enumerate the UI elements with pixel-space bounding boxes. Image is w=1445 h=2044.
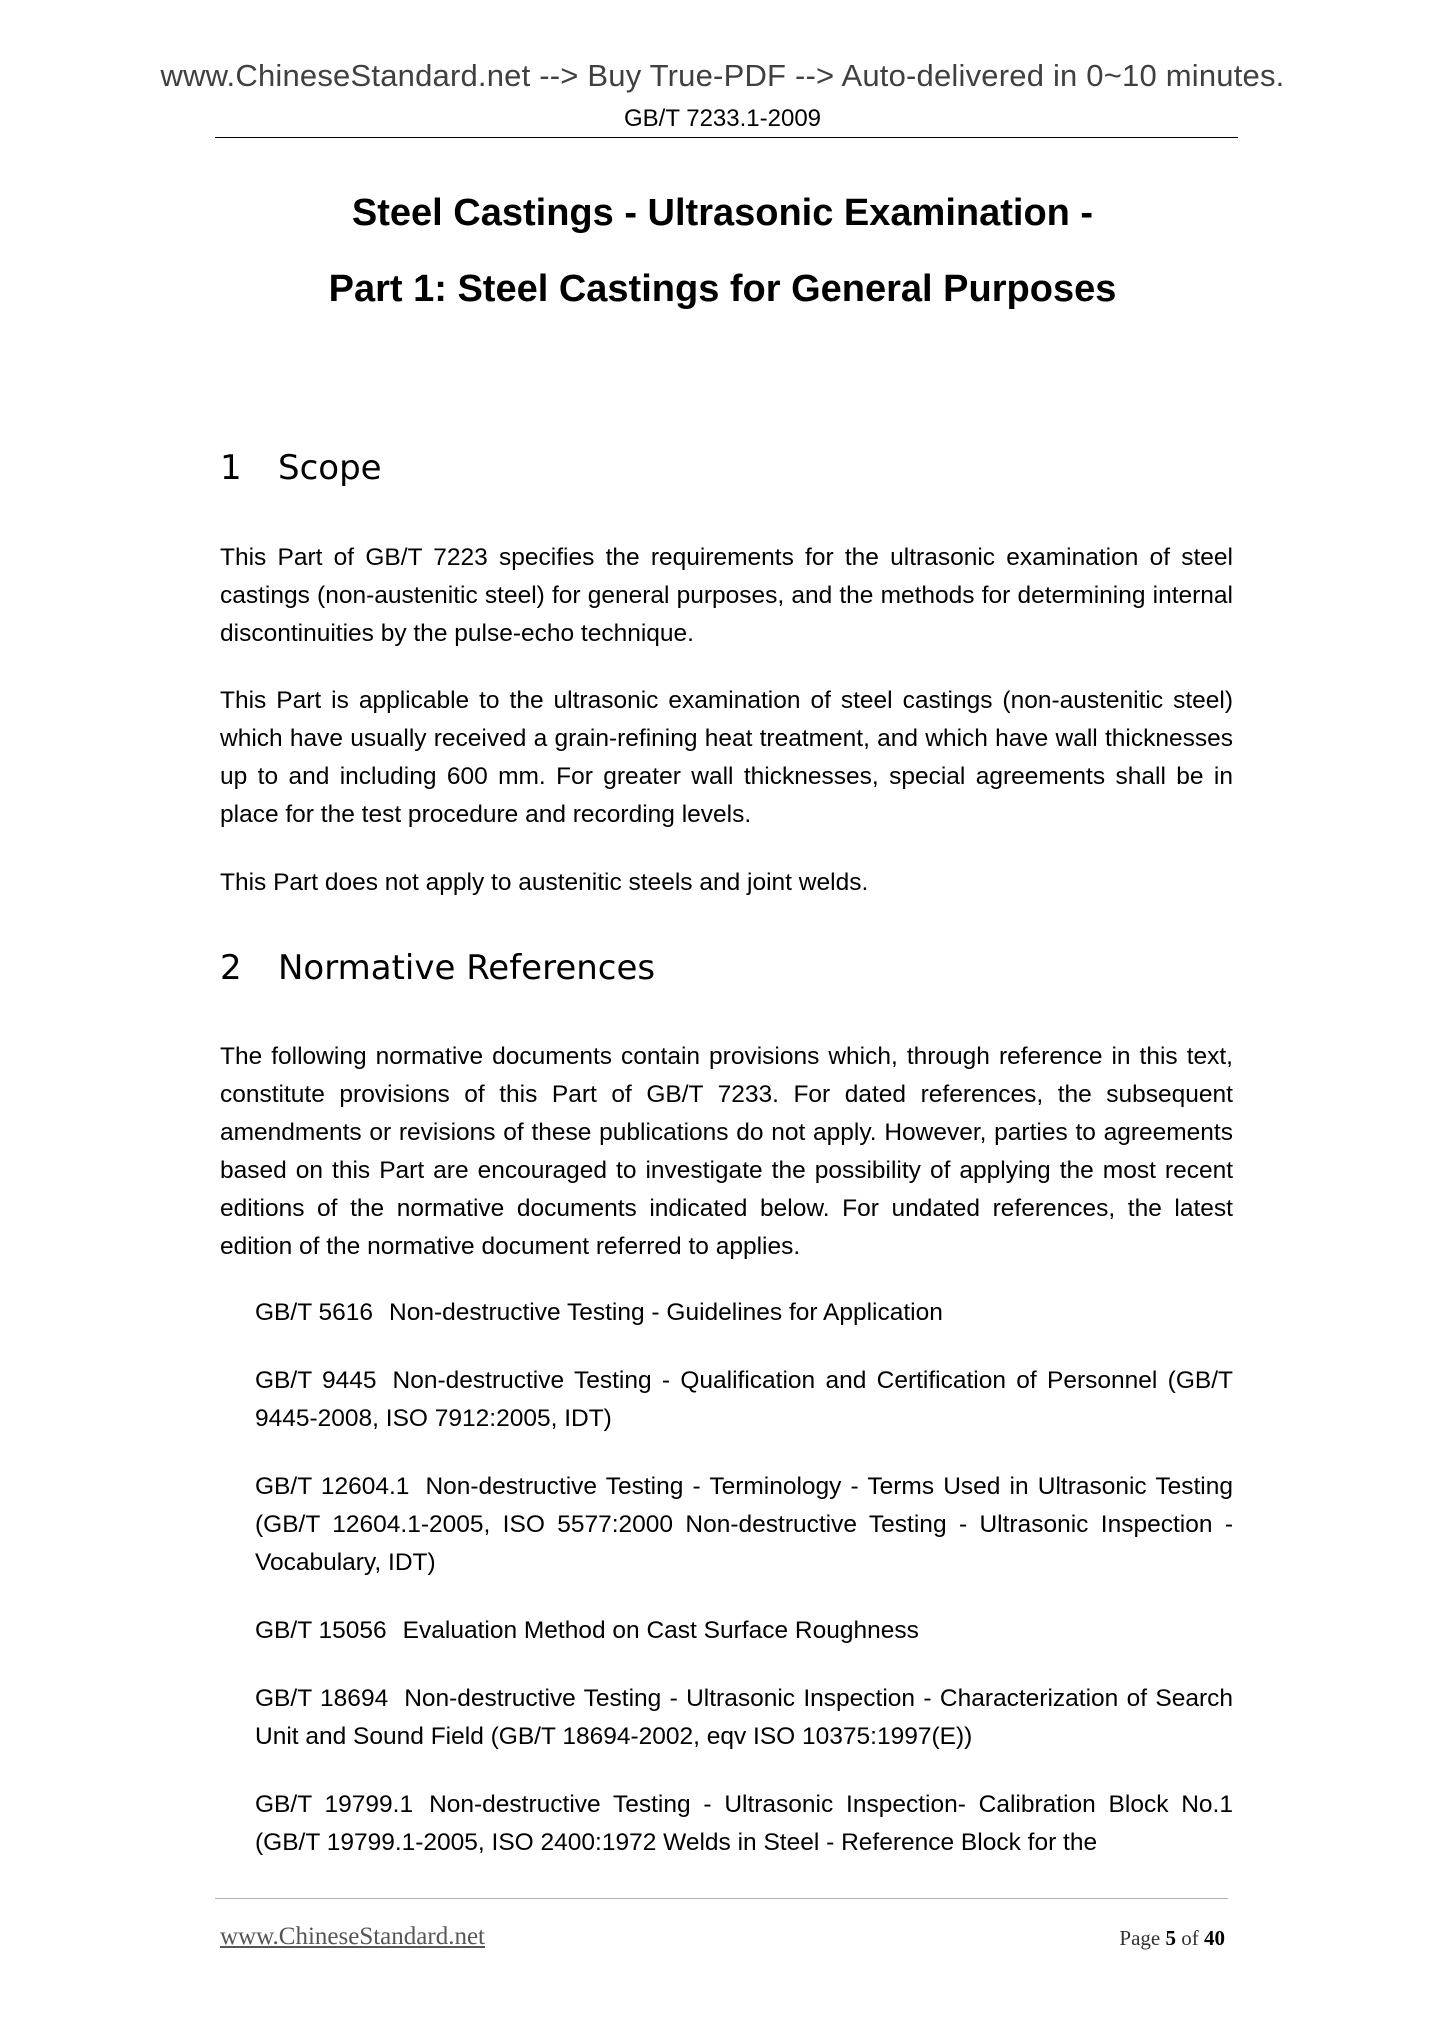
doc-number: GB/T 7233.1-2009 bbox=[623, 105, 822, 132]
reference-item bbox=[255, 1294, 1233, 1332]
reference-item bbox=[255, 1362, 1233, 1438]
reference-code: GB/T 19799.1 bbox=[255, 1791, 414, 1818]
reference-title: Non-destructive Testing - Terminology - Terms Used in Ultrasonic Testing (GB/T 12604.1-2005, ISO 5577:2000 Non-destructive Testing - Ultrasonic Inspection - Vocabulary, IDT) bbox=[255, 1473, 1233, 1576]
section-2-number: 2 bbox=[220, 948, 242, 988]
reference-code: GB/T 12604.1 bbox=[255, 1473, 410, 1500]
page-indicator bbox=[1070, 1926, 1225, 1951]
reference-item bbox=[255, 1680, 1233, 1756]
reference-title: Evaluation Method on Cast Surface Roughness bbox=[402, 1617, 919, 1644]
references-intro: The following normative documents contain provisions which, through reference in this text, constitute provisions of this Part of GB/T 7233. For dated references, the subsequent amendments or revisions of these publications do not apply. However, parties to agreements based on this Part are encouraged to investigate the possibility of applying the most recent editions of the normative documents indicated below. For undated references, the latest edition of the normative document referred to applies. bbox=[220, 1043, 1233, 1260]
scope-paragraph-2: This Part is applicable to the ultrasonic examination of steel castings (non-austenitic steel) which have usually received a grain-refining heat treatment, and which have wall thicknesses up to and including 600 mm. For greater wall thicknesses, special agreements shall be in place for the test procedure and recording levels. bbox=[220, 687, 1233, 828]
reference-code: GB/T 5616 bbox=[255, 1299, 374, 1326]
title-line-1: Steel Castings - Ultrasonic Examination - bbox=[351, 192, 1094, 234]
reference-code: GB/T 15056 bbox=[255, 1617, 387, 1644]
page-total: 40 bbox=[1204, 1926, 1225, 1950]
scope-paragraph-3: This Part does not apply to austenitic steels and joint welds. bbox=[220, 869, 869, 896]
section-2-title: Normative References bbox=[278, 948, 656, 988]
reference-item bbox=[255, 1786, 1233, 1862]
reference-code: GB/T 18694 bbox=[255, 1685, 389, 1712]
reference-code: GB/T 9445 bbox=[255, 1367, 377, 1394]
footer-divider bbox=[215, 1898, 1228, 1899]
reference-title: Non-destructive Testing - Qualification and Certification of Personnel (GB/T 9445-2008, ISO 7912:2005, IDT) bbox=[255, 1367, 1233, 1432]
header-banner: www.ChineseStandard.net --> Buy True-PDF --> Auto-delivered in 0~10 minutes. bbox=[160, 58, 1285, 93]
page-label: Page bbox=[1119, 1926, 1161, 1950]
footer-site-link[interactable]: www.ChineseStandard.net bbox=[220, 1923, 485, 1950]
page-current: 5 bbox=[1165, 1926, 1176, 1950]
title-line-2: Part 1: Steel Castings for General Purposes bbox=[328, 268, 1117, 310]
section-1-heading bbox=[220, 448, 382, 488]
scope-paragraph-1: This Part of GB/T 7223 specifies the requirements for the ultrasonic examination of steel castings (non-austenitic steel) for general purposes, and the methods for determining internal discontinuities by the pulse-echo technique. bbox=[220, 544, 1233, 647]
page-of: of bbox=[1181, 1926, 1199, 1950]
section-2-heading bbox=[220, 948, 655, 988]
section-1-number: 1 bbox=[220, 448, 242, 488]
reference-title: Non-destructive Testing - Ultrasonic Inspection- Calibration Block No.1 (GB/T 19799.1-2005, ISO 2400:1972 Welds in Steel - Reference Block for the bbox=[255, 1791, 1233, 1856]
section-1-title: Scope bbox=[278, 448, 382, 488]
reference-item bbox=[255, 1468, 1233, 1582]
reference-item bbox=[255, 1612, 1233, 1650]
reference-title: Non-destructive Testing - Ultrasonic Inspection - Characterization of Search Unit and Sound Field (GB/T 18694-2002, eqv ISO 10375:1997(E)) bbox=[255, 1685, 1233, 1750]
reference-title: Non-destructive Testing - Guidelines for Application bbox=[389, 1299, 943, 1326]
header-divider bbox=[215, 137, 1238, 138]
